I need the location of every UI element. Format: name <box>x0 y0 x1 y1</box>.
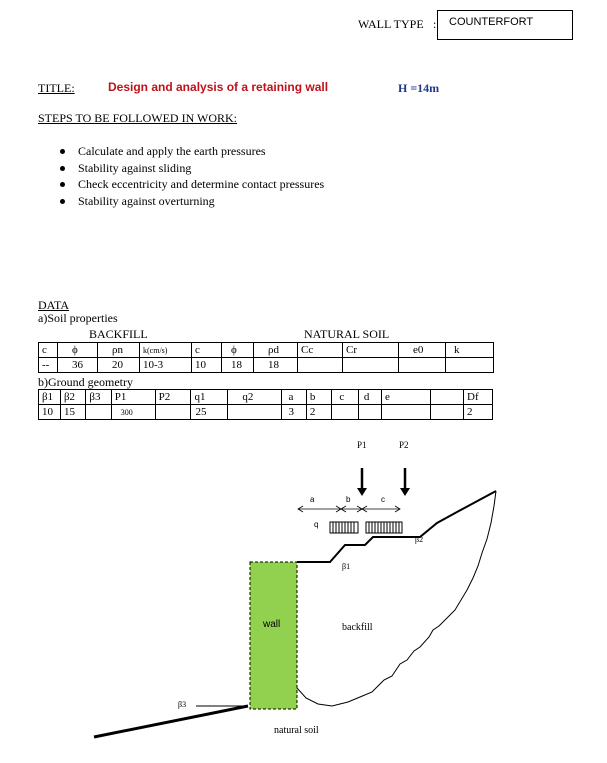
natural-soil-label: natural soil <box>274 725 319 736</box>
table-cell: k <box>446 343 494 358</box>
table-cell: d <box>358 390 381 405</box>
dim-a-label: a <box>310 495 315 504</box>
table-cell: 18 <box>254 358 298 373</box>
table-cell: β2 <box>60 390 85 405</box>
table-cell: c <box>39 343 58 358</box>
table-cell: 18 <box>222 358 254 373</box>
table-cell: 10 <box>192 358 222 373</box>
table-cell: 10 <box>39 405 61 420</box>
ground-geometry-heading: b)Ground geometry <box>38 375 133 389</box>
distributed-load-q2 <box>366 522 402 533</box>
table-cell: 10-3 <box>140 358 192 373</box>
table-cell: P2 <box>155 390 191 405</box>
wall-height: H =14m <box>398 81 440 95</box>
table-cell: c <box>332 390 359 405</box>
table-cell: 300 <box>111 405 155 420</box>
table-cell: Cr <box>343 343 399 358</box>
distributed-load-q1 <box>330 522 358 533</box>
p2-arrow-head <box>400 488 410 496</box>
page-title: Design and analysis of a retaining wall <box>108 80 329 94</box>
table-cell: 3 <box>281 405 306 420</box>
backfill-label: backfill <box>342 622 373 633</box>
wall-type-text: WALL TYPE <box>358 17 424 31</box>
list-item: Check eccentricity and determine contact pressures <box>60 176 324 193</box>
table-cell: q1 <box>191 390 228 405</box>
beta2-label: β2 <box>415 535 424 544</box>
table-cell: q2 <box>228 390 281 405</box>
wall-label: wall <box>263 619 281 630</box>
table-cell: -- <box>39 358 58 373</box>
p2-label: P2 <box>399 440 409 450</box>
table-cell: 20 <box>98 358 140 373</box>
table-cell: e <box>381 390 430 405</box>
table-cell: ρd <box>254 343 298 358</box>
wall-type-separator: : <box>433 17 437 31</box>
table-cell: Df <box>464 390 493 405</box>
p1-label: P1 <box>357 440 367 450</box>
backfill-header: BACKFILL <box>89 327 148 341</box>
beta1-label: β1 <box>342 562 351 571</box>
table-cell: 25 <box>191 405 228 420</box>
table-cell: ϕ <box>58 343 98 358</box>
table-cell: c <box>192 343 222 358</box>
list-item: Stability against overturning <box>60 193 324 210</box>
dim-b-label: b <box>346 495 351 504</box>
beta3-label: β3 <box>178 700 187 709</box>
soil-properties-heading: a)Soil properties <box>38 311 118 325</box>
list-item: Calculate and apply the earth pressures <box>60 143 324 160</box>
table-cell: Cc <box>298 343 343 358</box>
title-label: TITLE: <box>38 81 75 95</box>
table-cell: k(cm/s) <box>140 343 192 358</box>
table-cell: ϕ <box>222 343 254 358</box>
data-heading: DATA <box>38 298 70 312</box>
table-cell: a <box>281 390 306 405</box>
table-cell: e0 <box>399 343 446 358</box>
table-cell: 15 <box>60 405 85 420</box>
natural-soil-header: NATURAL SOIL <box>304 327 390 341</box>
steps-heading: STEPS TO BE FOLLOWED IN WORK: <box>38 111 238 125</box>
wall-type-value: COUNTERFORT <box>449 16 534 28</box>
table-cell: ρn <box>98 343 140 358</box>
wall-body <box>250 562 297 709</box>
table-cell: β1 <box>39 390 61 405</box>
dim-c-label: c <box>381 495 385 504</box>
p1-arrow-head <box>357 488 367 496</box>
table-cell: 2 <box>306 405 331 420</box>
natural-ground-line <box>94 706 248 737</box>
table-cell: 2 <box>464 405 493 420</box>
list-item: Stability against sliding <box>60 160 324 177</box>
q-label: q <box>314 520 319 529</box>
table-cell: b <box>306 390 331 405</box>
table-cell: β3 <box>86 390 111 405</box>
table-cell: 36 <box>58 358 98 373</box>
table-cell: P1 <box>111 390 155 405</box>
